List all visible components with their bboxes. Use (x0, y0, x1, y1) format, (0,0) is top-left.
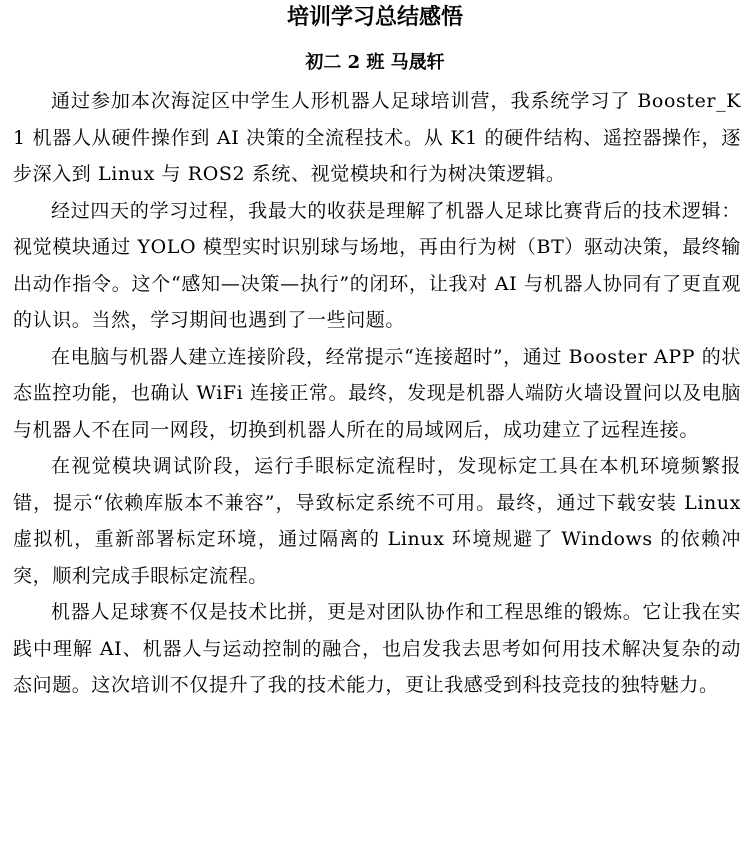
paragraph-2: 经过四天的学习过程，我最大的收获是理解了机器人足球比赛背后的技术逻辑：视觉模块通过 YOLO 模型实时识别球与场地，再由行为树（BT）驱动决策，最终输出动作指令。这个“感知—决策—执行”的闭环，让我对 AI 与机器人协同有了更直观的认识。当然，学习期间也遇到了一些问题。 (13, 199, 741, 331)
paragraph-5: 机器人足球赛不仅是技术比拼，更是对团队协作和工程思维的锻炼。它让我在实践中理解 AI、机器人与运动控制的融合，也启发我去思考如何用技术解决复杂的动态问题。这次培训不仅提升了我的技术能力，更让我感受到科技竞技的独特魅力。 (13, 601, 741, 696)
document-title: 培训学习总结感悟 (286, 5, 463, 30)
paragraph-1: 通过参加本次海淀区中学生人形机器人足球培训营，我系统学习了 Booster_K1 机器人从硬件操作到 AI 决策的全流程技术。从 K1 的硬件结构、遥控器操作，逐步深入到 Linux 与 ROS2 系统、视觉模块和行为树决策逻辑。 (13, 90, 741, 185)
document-body (13, 83, 741, 704)
author-line: 初二 2 班 马晟轩 (305, 52, 445, 73)
paragraph-3: 在电脑与机器人建立连接阶段，经常提示“连接超时”，通过 Booster APP 的状态监控功能，也确认 WiFi 连接正常。最终，发现是机器人端防火墙设置问以及电脑与机器人不在同一网段，切换到机器人所在的局域网后，成功建立了远程连接。 (13, 345, 741, 441)
paragraph-4: 在视觉模块调试阶段，运行手眼标定流程时，发现标定工具在本机环境频繁报错，提示“依赖库版本不兼容”，导致标定系统不可用。最终，通过下载安装 Linux 虚拟机，重新部署标定环境，通过隔离的 Linux 环境规避了 Windows 的依赖冲突，顺利完成手眼标定流程。 (13, 455, 741, 587)
